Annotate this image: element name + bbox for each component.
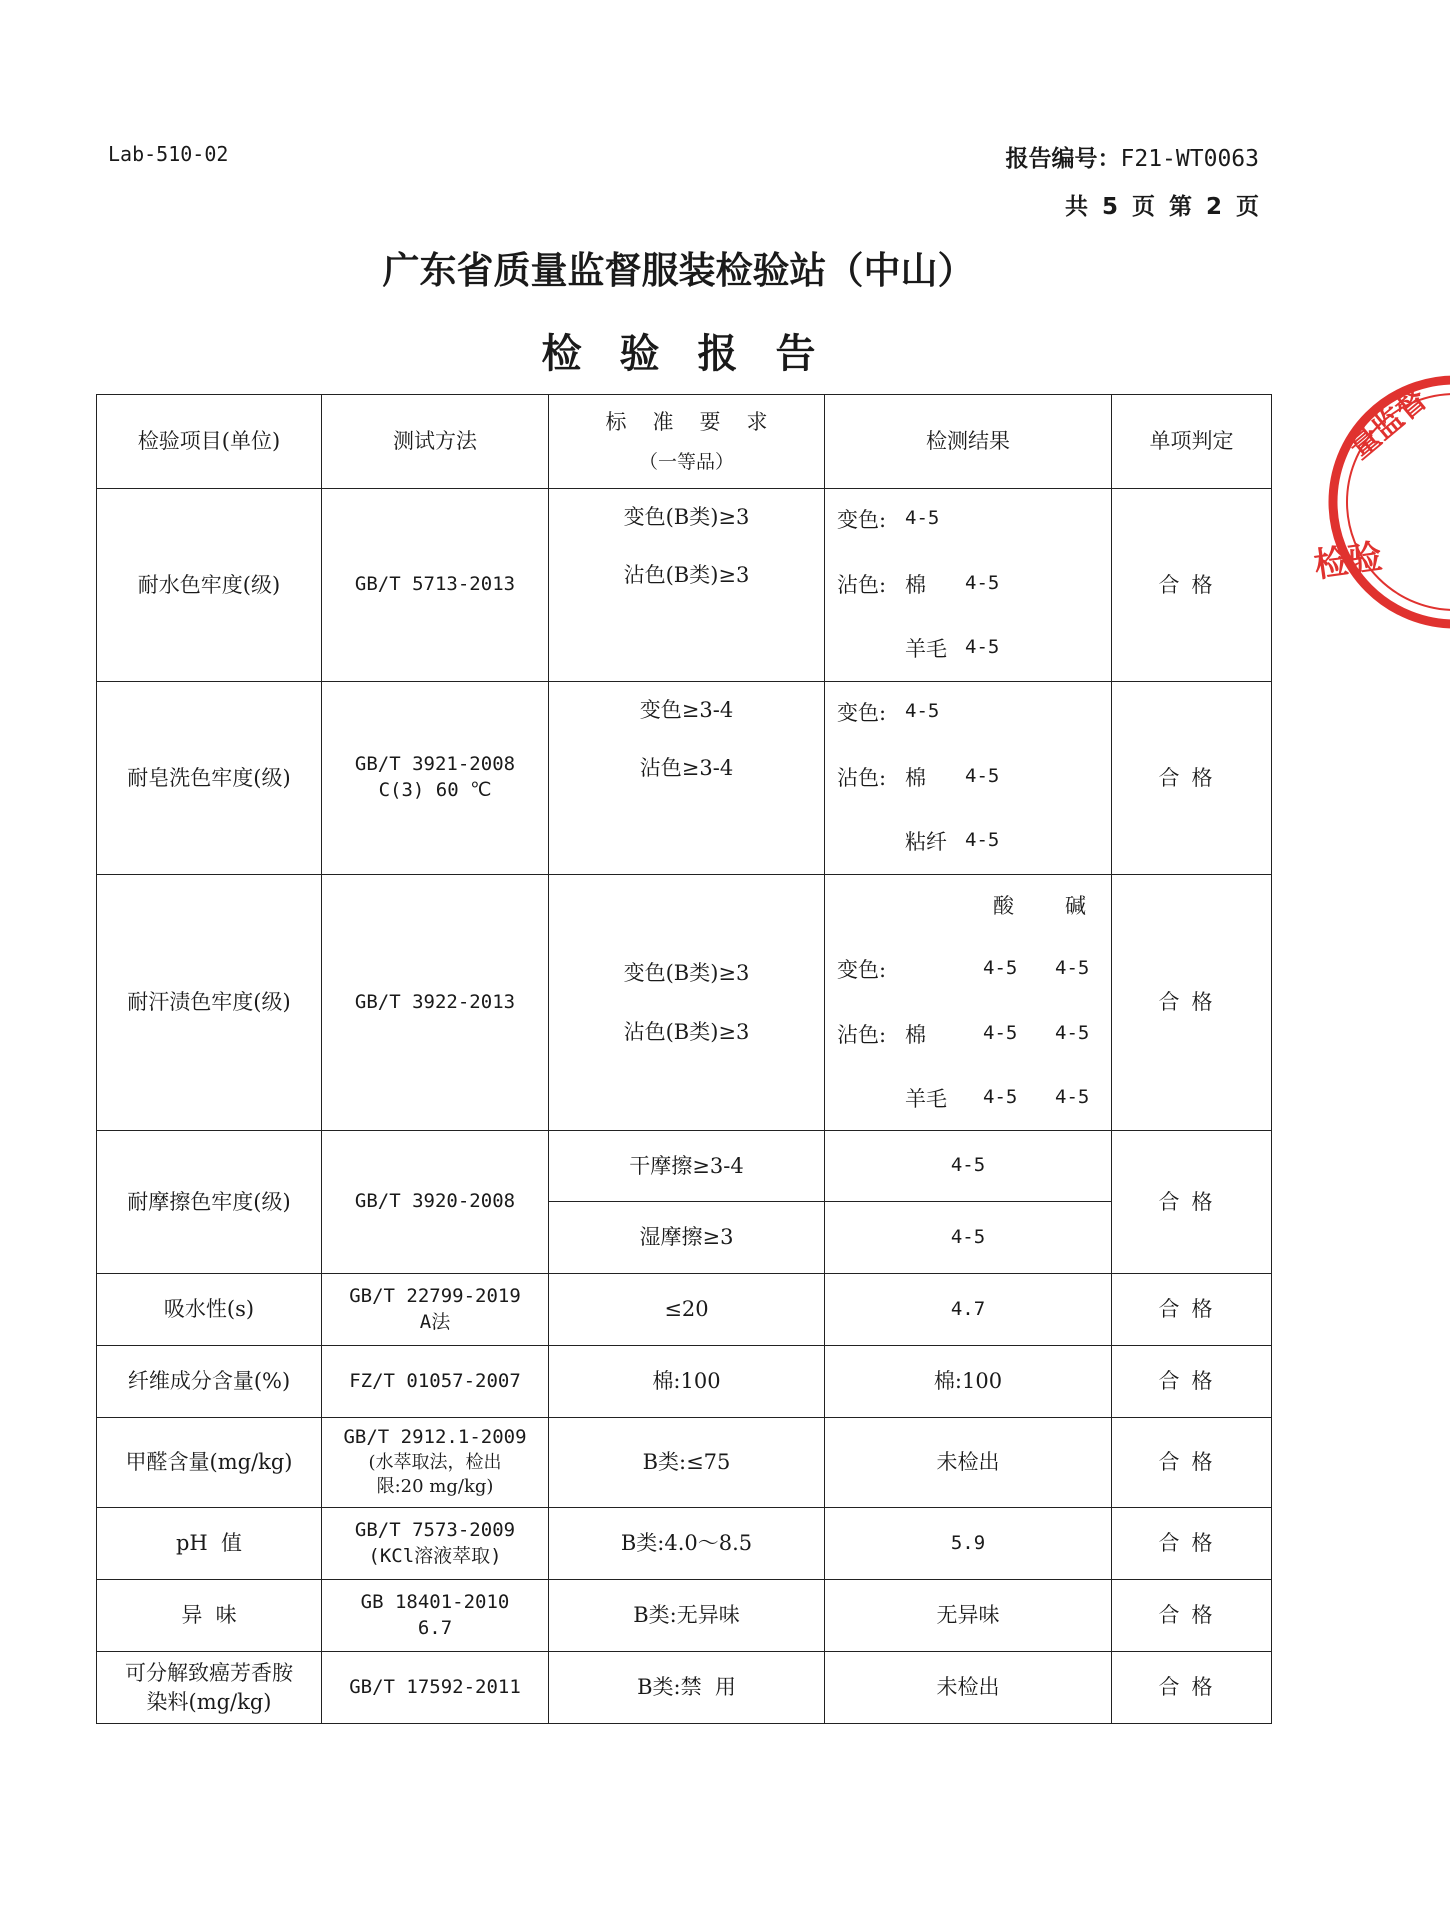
header-standard-sub: （一等品） — [638, 450, 734, 473]
item-cell: 耐皂洗色牢度(级) — [97, 682, 322, 875]
result-cell: 4.7 — [825, 1274, 1112, 1346]
judgement-cell: 合格 — [1112, 682, 1272, 875]
table-row — [97, 1508, 1272, 1580]
judgement-cell: 合格 — [1112, 1652, 1272, 1724]
standard-line: 沾色(B类)≥3 — [623, 563, 750, 588]
table-row — [97, 682, 1272, 875]
method-cell — [322, 1418, 549, 1508]
table-header-row — [97, 395, 1272, 489]
result-value: 4-5 — [1055, 1085, 1090, 1108]
table-row — [97, 1418, 1272, 1508]
method-line: 6.7 — [417, 1616, 453, 1639]
method-line: C(3) 60 ℃ — [378, 779, 492, 801]
result-value: 4-5 — [965, 829, 1000, 852]
judgement-cell: 合格 — [1112, 1418, 1272, 1508]
result-label: 沾色: — [837, 765, 887, 790]
fiber-label: 棉 — [905, 1022, 926, 1047]
item-cell: 吸水性(s) — [97, 1274, 322, 1346]
standard-line: 变色(B类)≥3 — [623, 961, 750, 986]
item-cell: pH 值 — [97, 1508, 322, 1580]
result-value: 4-5 — [983, 957, 1018, 980]
method-cell — [322, 682, 549, 875]
result-cell: 未检出 — [825, 1652, 1112, 1724]
fiber-label: 棉 — [905, 765, 926, 790]
judgement-cell: 合格 — [1112, 1508, 1272, 1580]
result-cell: 4-5 — [825, 1131, 1112, 1202]
result-value: 4-5 — [965, 764, 1000, 787]
table-row — [97, 875, 1272, 1131]
result-cell: 未检出 — [825, 1418, 1112, 1508]
table-row — [97, 1346, 1272, 1418]
result-label: 沾色: — [837, 1022, 887, 1047]
judgement-cell: 合格 — [1112, 1131, 1272, 1274]
report-number-label: 报告编号： — [1005, 146, 1121, 172]
judgement-cell: 合格 — [1112, 1274, 1272, 1346]
judgement-cell: 合格 — [1112, 1580, 1272, 1652]
method-cell: GB/T 5713-2013 — [322, 489, 549, 682]
judgement-cell: 合格 — [1112, 875, 1272, 1131]
standard-cell: 棉:100 — [549, 1346, 825, 1418]
fiber-label: 羊毛 — [905, 1086, 947, 1111]
station-name: 广东省质量监督服装检验站（中山） — [382, 249, 975, 292]
table-row — [97, 1274, 1272, 1346]
result-cell: 无异味 — [825, 1580, 1112, 1652]
judgement-cell: 合格 — [1112, 1346, 1272, 1418]
result-value: 4-5 — [965, 636, 1000, 659]
result-cell — [825, 682, 1112, 875]
result-value: 4-5 — [1055, 957, 1090, 980]
standard-cell: B类:4.0～8.5 — [549, 1508, 825, 1580]
method-line: GB/T 3921-2008 — [354, 753, 516, 776]
standard-cell — [549, 489, 825, 682]
method-cell — [322, 1274, 549, 1346]
table-row — [97, 1580, 1272, 1652]
method-cell — [322, 1580, 549, 1652]
seal-text-bottom: 检验 — [1311, 536, 1385, 586]
method-line: 限:20 mg/kg) — [376, 1476, 494, 1498]
item-cell: 耐汗渍色牢度(级) — [97, 875, 322, 1131]
method-line: GB 18401-2010 — [360, 1590, 510, 1613]
standard-line: 变色(B类)≥3 — [623, 505, 750, 529]
standard-line: 沾色(B类)≥3 — [623, 1019, 750, 1044]
item-cell: 耐水色牢度(级) — [97, 489, 322, 682]
method-line: (KCl溶液萃取) — [368, 1544, 502, 1567]
header-item: 检验项目(单位) — [97, 395, 322, 489]
header-standard-title: 标准要求 — [605, 409, 794, 434]
result-cell: 5.9 — [825, 1508, 1112, 1580]
result-value: 4-5 — [1055, 1021, 1090, 1044]
header-judgement: 单项判定 — [1112, 395, 1272, 489]
standard-cell: 干摩擦≥3-4 — [549, 1131, 825, 1202]
item-cell: 甲醛含量(mg/kg) — [97, 1418, 322, 1508]
result-value: 4-5 — [983, 1085, 1018, 1108]
result-label: 变色: — [837, 958, 887, 983]
standard-line: 变色≥3-4 — [639, 698, 734, 722]
item-cell: 纤维成分含量(%) — [97, 1346, 322, 1418]
standard-line: 沾色≥3-4 — [639, 756, 734, 781]
alkali-label: 碱 — [1065, 893, 1086, 918]
result-label: 沾色: — [837, 572, 887, 597]
method-line: (水萃取法，检出 — [368, 1452, 502, 1474]
judgement-cell: 合格 — [1112, 489, 1272, 682]
standard-cell — [549, 682, 825, 875]
acid-label: 酸 — [993, 893, 1014, 918]
item-cell — [97, 1652, 322, 1724]
item-line: 可分解致癌芳香胺 — [125, 1661, 293, 1686]
result-cell — [825, 875, 1112, 1131]
result-cell: 棉:100 — [825, 1346, 1112, 1418]
result-value: 4-5 — [965, 571, 1000, 594]
standard-cell: ≤20 — [549, 1274, 825, 1346]
header-standard — [549, 395, 825, 489]
report-title: 检验报告 — [541, 331, 854, 377]
method-line: GB/T 7573-2009 — [354, 1518, 516, 1541]
method-cell: GB/T 3922-2013 — [322, 875, 549, 1131]
method-line: A法 — [419, 1310, 451, 1333]
standard-cell: 湿摩擦≥3 — [549, 1202, 825, 1274]
result-value: 4-5 — [983, 1021, 1018, 1044]
page-indicator: 共 5 页 第 2 页 — [1064, 194, 1259, 220]
standard-cell: B类:无异味 — [549, 1580, 825, 1652]
standard-cell: B类:禁 用 — [549, 1652, 825, 1724]
header-result: 检测结果 — [825, 395, 1112, 489]
fiber-label: 粘纤 — [905, 830, 947, 855]
item-line: 染料(mg/kg) — [146, 1689, 272, 1714]
report-number — [1006, 140, 1259, 173]
table-row — [97, 489, 1272, 682]
seal-text-top: 量监督 — [1342, 381, 1435, 467]
inspection-seal — [1300, 372, 1450, 632]
result-value: 4-5 — [905, 700, 940, 723]
result-label: 变色: — [837, 701, 887, 726]
result-value: 4-5 — [905, 507, 940, 530]
standard-cell — [549, 875, 825, 1131]
table-row — [97, 1652, 1272, 1724]
method-line: GB/T 2912.1-2009 — [343, 1426, 527, 1449]
method-cell: GB/T 17592-2011 — [322, 1652, 549, 1724]
result-label: 变色: — [837, 508, 887, 533]
item-cell: 耐摩擦色牢度(级) — [97, 1131, 322, 1274]
result-cell: 4-5 — [825, 1202, 1112, 1274]
lab-code: Lab-510-02 — [108, 142, 229, 166]
item-cell: 异 味 — [97, 1580, 322, 1652]
method-cell — [322, 1508, 549, 1580]
header-method: 测试方法 — [322, 395, 549, 489]
table-row — [97, 1131, 1272, 1202]
inspection-table — [96, 394, 1272, 1724]
method-cell: GB/T 3920-2008 — [322, 1131, 549, 1274]
report-number-value: F21-WT0063 — [1120, 146, 1259, 172]
fiber-label: 棉 — [905, 572, 926, 597]
method-line: GB/T 22799-2019 — [349, 1284, 521, 1307]
fiber-label: 羊毛 — [905, 637, 947, 662]
result-cell — [825, 489, 1112, 682]
standard-cell: B类:≤75 — [549, 1418, 825, 1508]
method-cell: FZ/T 01057-2007 — [322, 1346, 549, 1418]
